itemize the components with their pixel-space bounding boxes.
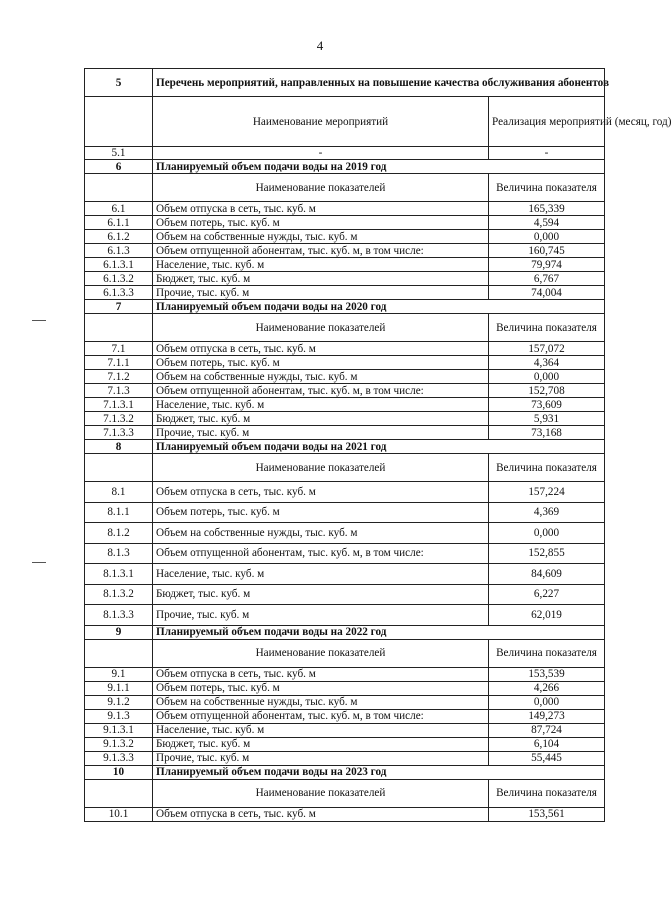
column-header-row [85, 174, 605, 202]
row-value: 165,339 [489, 202, 605, 216]
row-number: 10.1 [85, 807, 153, 821]
row-value: - [489, 147, 605, 160]
table-row [85, 502, 605, 523]
row-value: 152,708 [489, 384, 605, 398]
column-header-name: Наименование мероприятий [153, 97, 489, 147]
row-value: 0,000 [489, 695, 605, 709]
row-name: Объем на собственные нужды, тыс. куб. м [153, 370, 489, 384]
row-name: Прочие, тыс. куб. м [153, 286, 489, 300]
table-row [85, 272, 605, 286]
table-row [85, 667, 605, 681]
row-number: 7.1 [85, 342, 153, 356]
row-name: Объем потерь, тыс. куб. м [153, 502, 489, 523]
table-row [85, 342, 605, 356]
table-row [85, 584, 605, 605]
row-name: Бюджет, тыс. куб. м [153, 412, 489, 426]
row-name: Бюджет, тыс. куб. м [153, 272, 489, 286]
row-name: Бюджет, тыс. куб. м [153, 584, 489, 605]
table-row [85, 147, 605, 160]
row-name: Население, тыс. куб. м [153, 398, 489, 412]
section-header-row [85, 160, 605, 174]
row-name: Население, тыс. куб. м [153, 723, 489, 737]
row-value: 79,974 [489, 258, 605, 272]
section-title: Перечень мероприятий, направленных на повышение качества обслуживания абонентов [153, 69, 605, 97]
table-row [85, 412, 605, 426]
row-number: 8.1.3 [85, 543, 153, 564]
row-number: 6.1 [85, 202, 153, 216]
column-header-name: Наименование показателей [153, 779, 489, 807]
section-title: Планируемый объем подачи воды на 2021 год [153, 440, 605, 454]
row-name: Объем потерь, тыс. куб. м [153, 356, 489, 370]
row-value: 5,931 [489, 412, 605, 426]
row-number: 6.1.3.3 [85, 286, 153, 300]
table-row [85, 523, 605, 544]
row-name: Объем отпуска в сеть, тыс. куб. м [153, 807, 489, 821]
section-number: 7 [85, 300, 153, 314]
table-body [85, 69, 671, 822]
section-title: Планируемый объем подачи воды на 2023 год [153, 765, 605, 779]
row-number: 9.1 [85, 667, 153, 681]
row-value: 149,273 [489, 709, 605, 723]
row-name: Объем отпущенной абонентам, тыс. куб. м, в том числе: [153, 384, 489, 398]
section-number: 6 [85, 160, 153, 174]
row-value: 55,445 [489, 751, 605, 765]
row-number: 9.1.3 [85, 709, 153, 723]
table-row [85, 695, 605, 709]
table-row [85, 681, 605, 695]
section-header-row [85, 765, 605, 779]
table-row [85, 564, 605, 585]
column-header-row [85, 779, 605, 807]
row-value: 84,609 [489, 564, 605, 585]
row-name: Прочие, тыс. куб. м [153, 605, 489, 626]
column-header-value: Величина показателя [489, 174, 605, 202]
row-name: Объем отпуска в сеть, тыс. куб. м [153, 202, 489, 216]
row-number: 8.1.1 [85, 502, 153, 523]
row-value: 73,609 [489, 398, 605, 412]
table-row [85, 384, 605, 398]
column-header-row [85, 97, 605, 147]
table-row [85, 751, 605, 765]
section-title: Планируемый объем подачи воды на 2019 год [153, 160, 605, 174]
row-name: Объем отпущенной абонентам, тыс. куб. м, в том числе: [153, 709, 489, 723]
section-header-row [85, 625, 605, 639]
section-number: 9 [85, 625, 153, 639]
row-number: 8.1.2 [85, 523, 153, 544]
section-number: 10 [85, 765, 153, 779]
row-number: 7.1.3.2 [85, 412, 153, 426]
row-value: 62,019 [489, 605, 605, 626]
row-number: 9.1.1 [85, 681, 153, 695]
row-value: 157,224 [489, 482, 605, 503]
row-name: Население, тыс. куб. м [153, 564, 489, 585]
row-number: 7.1.3 [85, 384, 153, 398]
table-row [85, 244, 605, 258]
row-number: 7.1.3.3 [85, 426, 153, 440]
row-number: 5.1 [85, 147, 153, 160]
row-number: 8.1.3.3 [85, 605, 153, 626]
table-row [85, 370, 605, 384]
row-value: 0,000 [489, 230, 605, 244]
row-name: Прочие, тыс. куб. м [153, 426, 489, 440]
row-number: 8.1.3.2 [85, 584, 153, 605]
row-name: Объем потерь, тыс. куб. м [153, 216, 489, 230]
row-number: 6.1.3.1 [85, 258, 153, 272]
row-value: 153,561 [489, 807, 605, 821]
row-value: 6,227 [489, 584, 605, 605]
row-name: Объем отпущенной абонентам, тыс. куб. м, в том числе: [153, 543, 489, 564]
table-row [85, 807, 605, 821]
table-row [85, 426, 605, 440]
table-row [85, 482, 605, 503]
row-value: 0,000 [489, 370, 605, 384]
section-header-row [85, 69, 605, 97]
column-header-row [85, 454, 605, 482]
column-header-name: Наименование показателей [153, 314, 489, 342]
row-number: 6.1.1 [85, 216, 153, 230]
row-name: Объем отпуска в сеть, тыс. куб. м [153, 342, 489, 356]
section-number: 5 [85, 69, 153, 97]
row-number: 9.1.3.1 [85, 723, 153, 737]
row-number: 6.1.2 [85, 230, 153, 244]
table-row [85, 709, 605, 723]
row-number: 9.1.2 [85, 695, 153, 709]
row-number: 9.1.3.3 [85, 751, 153, 765]
column-header-name: Наименование показателей [153, 454, 489, 482]
row-value: 4,594 [489, 216, 605, 230]
row-name: Объем на собственные нужды, тыс. куб. м [153, 695, 489, 709]
row-value: 87,724 [489, 723, 605, 737]
page-number: 4 [316, 38, 324, 53]
row-value: 4,364 [489, 356, 605, 370]
table-row [85, 230, 605, 244]
row-number: 7.1.1 [85, 356, 153, 370]
row-value: 6,104 [489, 737, 605, 751]
row-number: 8.1 [85, 482, 153, 503]
table-row [85, 737, 605, 751]
table-row [85, 202, 605, 216]
row-value: 0,000 [489, 523, 605, 544]
section-title: Планируемый объем подачи воды на 2020 год [153, 300, 605, 314]
section-number: 8 [85, 440, 153, 454]
column-header-value: Величина показателя [489, 454, 605, 482]
table-row [85, 398, 605, 412]
column-header-name: Наименование показателей [153, 174, 489, 202]
row-number: 7.1.3.1 [85, 398, 153, 412]
table-row [85, 723, 605, 737]
margin-mark [32, 320, 46, 321]
table-row [85, 605, 605, 626]
row-number: 7.1.2 [85, 370, 153, 384]
table-row [85, 543, 605, 564]
row-number: 8.1.3.1 [85, 564, 153, 585]
table-row [85, 356, 605, 370]
column-header-value: Величина показателя [489, 639, 605, 667]
table-row [85, 216, 605, 230]
row-number: 6.1.3 [85, 244, 153, 258]
row-value: 157,072 [489, 342, 605, 356]
row-value: 160,745 [489, 244, 605, 258]
row-name: - [153, 147, 489, 160]
column-header-value: Величина показателя [489, 779, 605, 807]
margin-mark [32, 562, 46, 563]
water-supply-table [84, 68, 671, 822]
row-number: 9.1.3.2 [85, 737, 153, 751]
table-row [85, 258, 605, 272]
table-row [85, 286, 605, 300]
row-value: 74,004 [489, 286, 605, 300]
row-value: 152,855 [489, 543, 605, 564]
column-header-value: Величина показателя [489, 314, 605, 342]
column-header-row [85, 314, 605, 342]
section-header-row [85, 440, 605, 454]
row-name: Объем отпущенной абонентам, тыс. куб. м, в том числе: [153, 244, 489, 258]
row-name: Объем потерь, тыс. куб. м [153, 681, 489, 695]
row-value: 153,539 [489, 667, 605, 681]
row-name: Объем на собственные нужды, тыс. куб. м [153, 523, 489, 544]
section-title: Планируемый объем подачи воды на 2022 год [153, 625, 605, 639]
row-name: Объем отпуска в сеть, тыс. куб. м [153, 482, 489, 503]
section-header-row [85, 300, 605, 314]
row-value: 4,266 [489, 681, 605, 695]
row-name: Бюджет, тыс. куб. м [153, 737, 489, 751]
row-name: Объем на собственные нужды, тыс. куб. м [153, 230, 489, 244]
column-header-row [85, 639, 605, 667]
column-header-name: Наименование показателей [153, 639, 489, 667]
row-value: 6,767 [489, 272, 605, 286]
row-value: 4,369 [489, 502, 605, 523]
row-number: 6.1.3.2 [85, 272, 153, 286]
column-header-value: Реализация мероприятий (месяц, год) [489, 97, 605, 147]
row-name: Объем отпуска в сеть, тыс. куб. м [153, 667, 489, 681]
row-name: Прочие, тыс. куб. м [153, 751, 489, 765]
row-value: 73,168 [489, 426, 605, 440]
row-name: Население, тыс. куб. м [153, 258, 489, 272]
